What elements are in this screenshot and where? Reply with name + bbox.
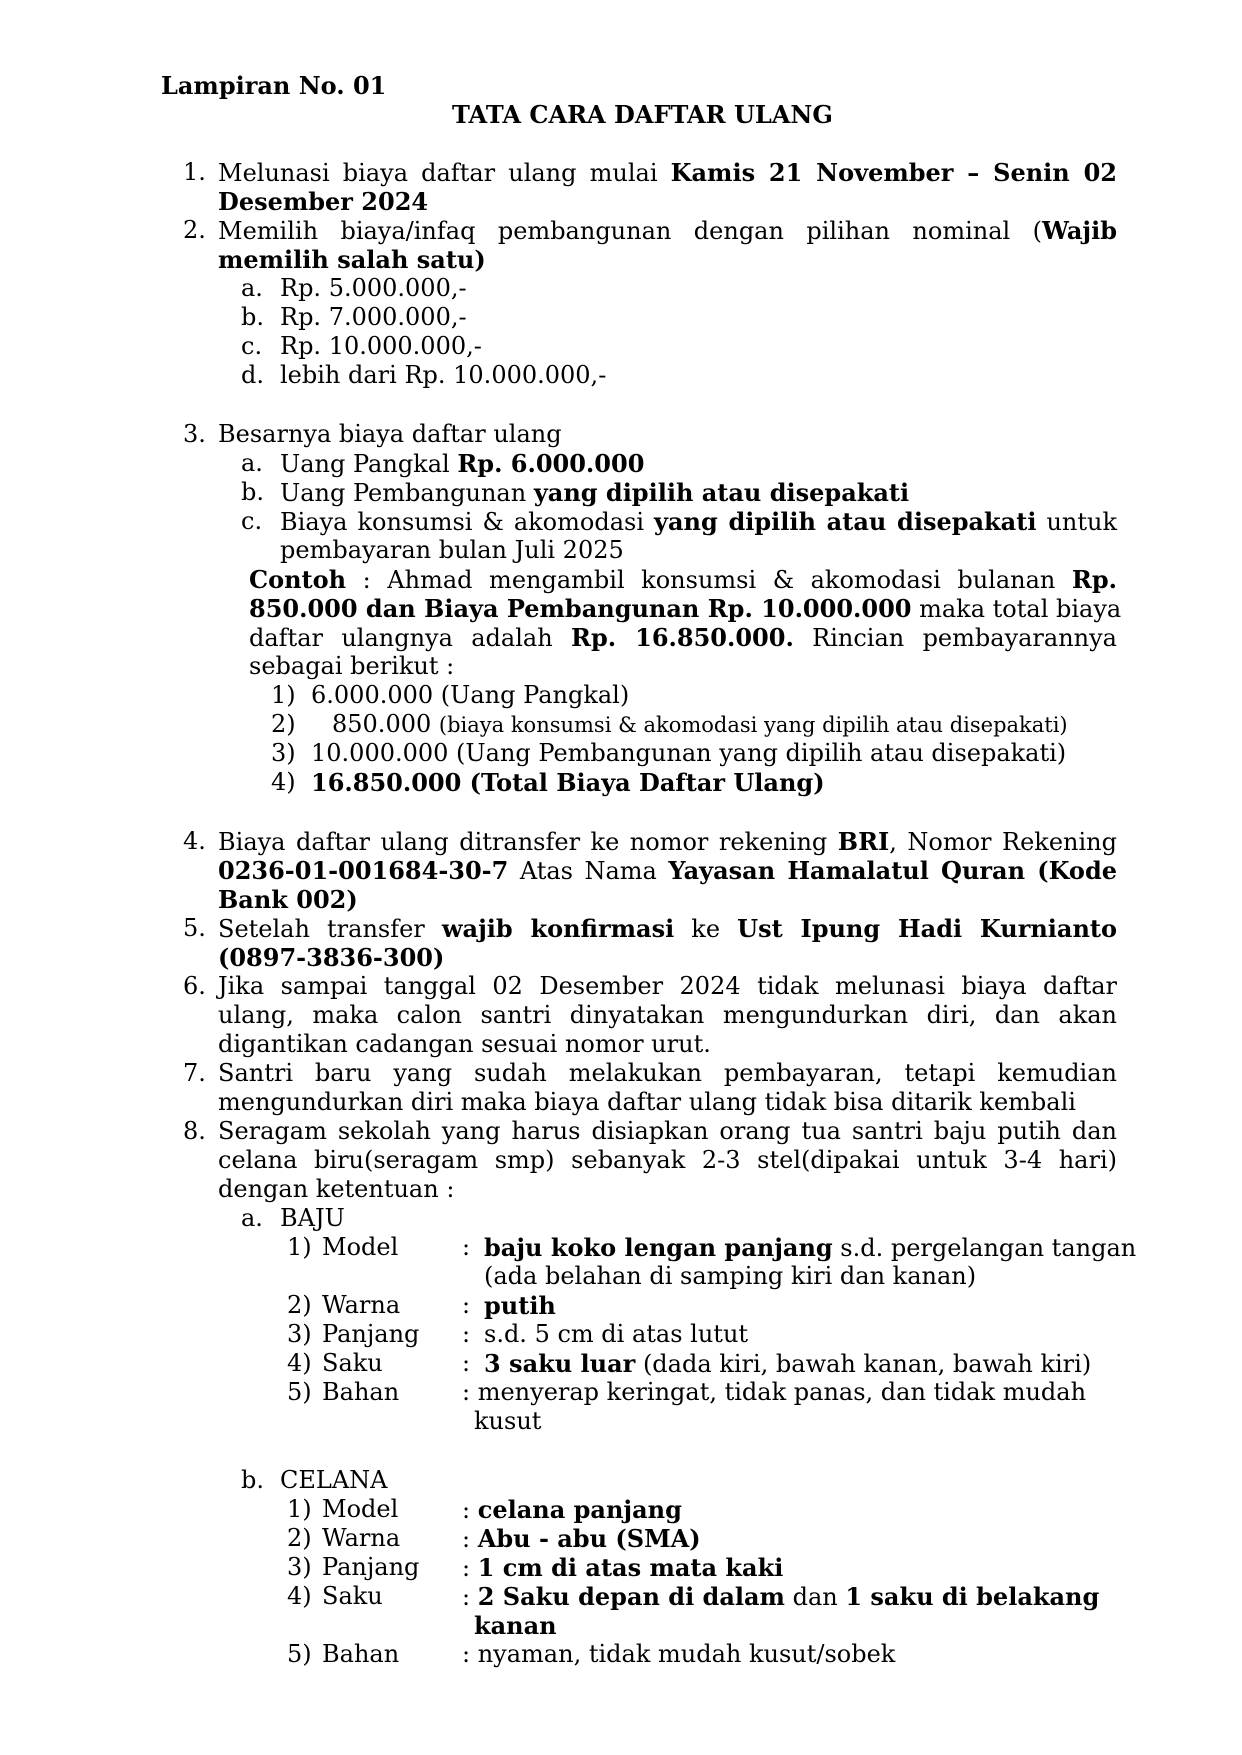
item-4-line-2: 0236-01-001684-30-7 Atas Nama Yayasan Hamalatul Quran (Kode: [218, 856, 1117, 885]
detail-label: 3): [271, 739, 296, 767]
spec-label: 5): [287, 1378, 312, 1406]
spec-key: Saku: [322, 1582, 383, 1610]
baju-title: BAJU: [280, 1204, 345, 1232]
sub-label: b.: [241, 1466, 264, 1494]
spec-value: putih: [484, 1291, 556, 1320]
sub-label: b.: [241, 478, 264, 506]
item-number: 2.: [183, 216, 206, 244]
sub-label: c.: [241, 507, 263, 535]
spec-sep: :: [462, 1233, 471, 1261]
item-3-line-1: Besarnya biaya daftar ulang: [218, 420, 562, 448]
item-number: 8.: [183, 1117, 206, 1145]
option-label: d.: [241, 361, 264, 389]
item-number: 5.: [183, 914, 206, 942]
detail-label: 4): [271, 768, 296, 796]
contoh-line-1: Contoh : Ahmad mengambil konsumsi & akomodasi bulanan Rp.: [249, 565, 1117, 594]
spec-value-line-2: kanan: [474, 1611, 557, 1640]
option-text: lebih dari Rp. 10.000.000,-: [280, 361, 607, 389]
item-6-line-2: ulang, maka calon santri dinyatakan mengundurkan diri, dan akan: [218, 1001, 1117, 1029]
spec-label: 4): [287, 1349, 312, 1377]
sub-label: a.: [241, 1204, 263, 1232]
spec-key: Bahan: [322, 1640, 400, 1668]
spec-sep-value: : 2 Saku depan di dalam dan 1 saku di belakang: [462, 1582, 1100, 1611]
option-text: Rp. 5.000.000,-: [280, 274, 467, 302]
spec-sep-value: : nyaman, tidak mudah kusut/sobek: [462, 1640, 896, 1668]
spec-sep: :: [462, 1320, 471, 1348]
detail-label: 1): [271, 681, 296, 709]
spec-value: s.d. 5 cm di atas lutut: [484, 1320, 749, 1348]
spec-key: Panjang: [322, 1320, 420, 1348]
item-3c: Biaya konsumsi & akomodasi yang dipilih atau disepakati untuk: [280, 507, 1118, 536]
spec-key: Bahan: [322, 1378, 400, 1406]
option-label: b.: [241, 303, 264, 331]
contoh-line-2: 850.000 dan Biaya Pembangunan Rp. 10.000.000 maka total biaya: [249, 594, 1122, 623]
page-title: TATA CARA DAFTAR ULANG: [452, 100, 833, 129]
detail-text: 10.000.000 (Uang Pembangunan yang dipilih atau disepakati): [311, 739, 1067, 767]
spec-label: 2): [287, 1291, 312, 1319]
item-6-line-3: digantikan cadangan sesuai nomor urut.: [218, 1030, 711, 1058]
spec-value: baju koko lengan panjang s.d. pergelangan tangan: [484, 1233, 1137, 1262]
spec-key: Warna: [322, 1524, 401, 1552]
item-1-line-2: Desember 2024: [218, 187, 429, 216]
spec-sep: :: [462, 1349, 471, 1377]
item-8-line-2: celana biru(seragam smp) sebanyak 2-3 stel(dipakai untuk 3-4 hari): [218, 1146, 1117, 1174]
spec-label: 1): [287, 1495, 312, 1523]
spec-sep-value: : celana panjang: [462, 1495, 682, 1524]
item-3b: Uang Pembangunan yang dipilih atau disepakati: [280, 478, 910, 507]
spec-label: 3): [287, 1553, 312, 1581]
option-text: Rp. 7.000.000,-: [280, 303, 467, 331]
spec-sep-value: : 1 cm di atas mata kaki: [462, 1553, 784, 1582]
sub-label: a.: [241, 449, 263, 477]
item-2-line-1: Memilih biaya/infaq pembangunan dengan pilihan nominal (Wajib: [218, 216, 1117, 245]
item-number: 7.: [183, 1059, 206, 1087]
spec-sep-value: : Abu - abu (SMA): [462, 1524, 701, 1553]
detail-total: 16.850.000 (Total Biaya Daftar Ulang): [311, 768, 825, 797]
item-3c-line-2: pembayaran bulan Juli 2025: [280, 536, 624, 564]
item-4-line-3: Bank 002): [218, 885, 358, 914]
spec-sep: :: [462, 1291, 471, 1319]
spec-value-line-2: (ada belahan di samping kiri dan kanan): [484, 1262, 977, 1290]
detail-amount: 850.000 (biaya konsumsi & akomodasi yang dipilih atau disepakati): [332, 710, 1068, 738]
item-5-line-2: (0897-3836-300): [218, 943, 445, 972]
option-label: a.: [241, 274, 263, 302]
option-text: Rp. 10.000.000,-: [280, 332, 482, 360]
spec-label: 3): [287, 1320, 312, 1348]
spec-key: Panjang: [322, 1553, 420, 1581]
spec-sep-value: : menyerap keringat, tidak panas, dan tidak mudah: [462, 1378, 1087, 1406]
item-7-line-2: mengundurkan diri maka biaya daftar ulang tidak bisa ditarik kembali: [218, 1088, 1076, 1116]
lampiran-label: Lampiran No. 01: [161, 71, 387, 100]
item-6-line-1: Jika sampai tanggal 02 Desember 2024 tidak melunasi biaya daftar: [218, 972, 1117, 1000]
spec-value: 3 saku luar (dada kiri, bawah kanan, bawah kiri): [484, 1349, 1092, 1378]
item-4-line-1: Biaya daftar ulang ditransfer ke nomor rekening BRI, Nomor Rekening: [218, 827, 1117, 856]
item-8-line-1: Seragam sekolah yang harus disiapkan orang tua santri baju putih dan: [218, 1117, 1117, 1145]
item-8-line-3: dengan ketentuan :: [218, 1175, 455, 1203]
spec-label: 5): [287, 1640, 312, 1668]
spec-key: Warna: [322, 1291, 401, 1319]
item-number: 3.: [183, 420, 206, 448]
spec-key: Model: [322, 1233, 399, 1261]
detail-text: 6.000.000 (Uang Pangkal): [311, 681, 630, 709]
spec-label: 2): [287, 1524, 312, 1552]
spec-key: Saku: [322, 1349, 383, 1377]
contoh-line-3: daftar ulangnya adalah Rp. 16.850.000. Rincian pembayarannya: [249, 623, 1117, 652]
item-number: 1.: [183, 158, 206, 186]
celana-title: CELANA: [280, 1466, 388, 1494]
spec-label: 1): [287, 1233, 312, 1261]
item-7-line-1: Santri baru yang sudah melakukan pembayaran, tetapi kemudian: [218, 1059, 1117, 1087]
contoh-line-4: sebagai berikut :: [249, 652, 455, 680]
item-number: 6.: [183, 972, 206, 1000]
item-2-line-2: memilih salah satu): [218, 245, 486, 274]
item-5-line-1: Setelah transfer wajib konfirmasi ke Ust Ipung Hadi Kurnianto: [218, 914, 1117, 943]
spec-label: 4): [287, 1582, 312, 1610]
spec-key: Model: [322, 1495, 399, 1523]
option-label: c.: [241, 332, 263, 360]
item-1-line-1: Melunasi biaya daftar ulang mulai Kamis 21 November – Senin 02: [218, 158, 1117, 187]
item-number: 4.: [183, 827, 206, 855]
detail-label: 2): [271, 710, 296, 738]
spec-value-line-2: kusut: [474, 1407, 542, 1435]
item-3a: Uang Pangkal Rp. 6.000.000: [280, 449, 645, 478]
